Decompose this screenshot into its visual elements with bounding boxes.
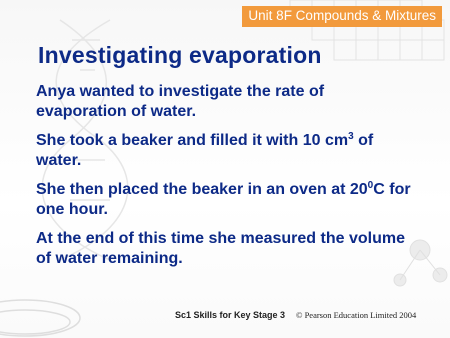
- degree-superscript: 0: [367, 180, 374, 191]
- paragraph-3-text: She then placed the beaker in an oven at 20: [36, 181, 368, 198]
- cubic-superscript: 3: [348, 131, 354, 142]
- course-label: Sc1 Skills for Key Stage 3: [175, 310, 286, 320]
- paragraph-1: [36, 82, 416, 122]
- paragraph-3-tail: C for one hour.: [36, 181, 411, 218]
- paragraph-3: [36, 180, 416, 220]
- slide-title: Investigating evaporation: [38, 42, 322, 68]
- slide-body: [36, 82, 416, 278]
- paragraph-1-text: Anya wanted to investigate the rate of evaporation of water.: [36, 83, 325, 120]
- paragraph-4: [36, 229, 416, 269]
- unit-badge: Unit 8F Compounds & Mixtures: [242, 6, 442, 27]
- copyright-label: © Pearson Education Limited 2004: [296, 310, 417, 320]
- paragraph-4-text: At the end of this time she measured the volume of water remaining.: [36, 230, 405, 267]
- paragraph-2-text: She took a beaker and filled it with 10 cm: [36, 132, 349, 149]
- paragraph-2-tail: of water.: [36, 132, 374, 169]
- petri-dish-watermark: [0, 300, 80, 336]
- paragraph-2: [36, 131, 416, 171]
